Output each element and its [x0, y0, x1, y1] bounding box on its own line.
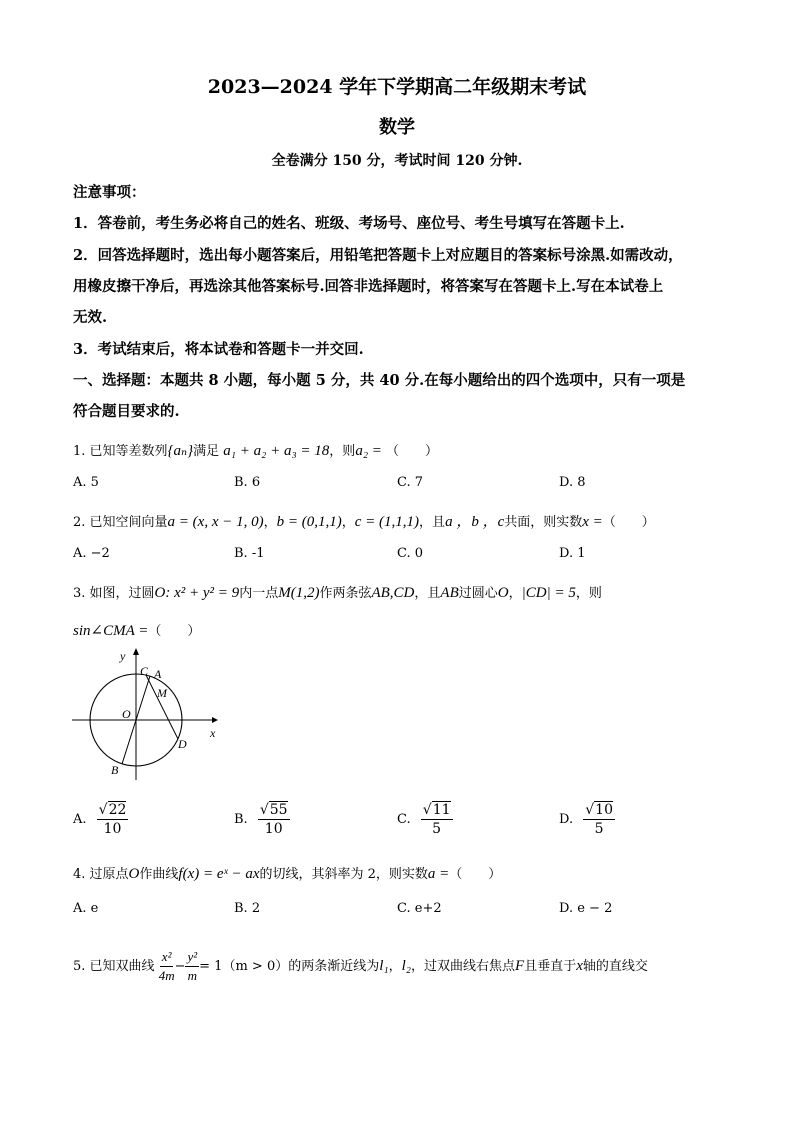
q3-mid4: 过圆心	[458, 586, 498, 601]
q5-den-1: 4m	[158, 968, 175, 983]
q5-x: x	[576, 958, 583, 974]
q3-option-a-den: 10	[103, 821, 122, 837]
q2-vector-c: c = (1,1,1)	[354, 514, 420, 530]
q3-option-c-num: 11	[432, 802, 451, 818]
q5-eq: = 1	[199, 959, 223, 974]
q3-ask: sin∠CMA =	[73, 623, 149, 639]
q2-vector-a: a = (x, x − 1, 0)	[167, 514, 264, 530]
section-heading-line-1: 一、选择题：本题共 8 小题，每小题 5 分，共 40 分.在每小题给出的四个选项中，只有一项是	[73, 372, 686, 389]
question-4	[73, 863, 501, 883]
q2-abc: a ，b ，c	[445, 514, 505, 530]
q3-option-d-den: 5	[594, 821, 604, 837]
q1-paren: （ ）	[386, 444, 439, 459]
q5-minus: −	[174, 959, 186, 974]
label-o: O	[122, 707, 131, 721]
x-axis-arrow	[212, 717, 218, 723]
q5-sep: ，	[388, 959, 402, 974]
q3-cd: |CD| = 5	[521, 585, 576, 601]
q5-mid2: ，过双曲线右焦点	[411, 959, 516, 974]
q3-option-c-den: 5	[432, 821, 442, 837]
label-y: y	[120, 649, 126, 663]
q3-option-a-num: 22	[108, 802, 127, 818]
q1-option-d: D. 8	[559, 475, 586, 490]
q4-end: 的切线，其斜率为 2，则实数	[259, 867, 428, 882]
label-b: B	[111, 763, 119, 777]
q2-mid: ，且	[419, 515, 446, 530]
notes-heading: 注意事项：	[73, 184, 146, 201]
q3-option-d: D. $\frac{√10}{5}$	[559, 802, 613, 837]
question-5	[73, 948, 648, 985]
q1-sequence: {aₙ}	[167, 443, 194, 459]
q3-option-c: C. $\frac{√11}{5}$	[397, 802, 451, 837]
note-2-line-1: 2．回答选择题时，选出每小题答案后，用铅笔把答题卡上对应题目的答案标号涂黑.如需改动，	[73, 247, 683, 264]
question-3-line-2	[73, 620, 200, 640]
q1-target: a₂ =	[355, 443, 382, 459]
note-1: 1．答卷前，考生务必将自己的姓名、班级、考场号、座位号、考生号填写在答题卡上.	[73, 215, 625, 232]
q3-option-c-label: C.	[397, 812, 411, 827]
chord-cd	[146, 675, 178, 739]
q5-den-2: m	[187, 968, 198, 983]
q4-paren: （ ）	[449, 867, 502, 882]
section-heading-line-2: 符合题目要求的.	[73, 403, 180, 420]
question-3	[73, 582, 733, 602]
q1-option-a: A. 5	[73, 475, 99, 490]
q4-option-c: C. e+2	[397, 901, 442, 916]
q3-point: M(1,2)	[278, 585, 320, 601]
q4-a: a =	[427, 866, 450, 882]
note-2-line-3: 无效.	[73, 309, 108, 326]
q3-o: O	[497, 585, 509, 601]
q5-tail: 轴的直线交	[582, 959, 648, 974]
q3-option-b-den: 10	[264, 821, 283, 837]
q4-mid: 作曲线	[139, 867, 179, 882]
q3-option-b: B. $\frac{√55}{10}$	[234, 802, 288, 837]
question-2: 2. 已知空间向量a = (x, x − 1, 0)，b = (0,1,1)，c = (1,1,1)，且a ，b ，c共面，则实数x =（ ）	[73, 514, 655, 530]
q1-condition: a₁ + a₂ + a₃ = 18	[223, 443, 330, 459]
q4-option-a: A. e	[73, 901, 99, 916]
q3-circle: O: x² + y² = 9	[154, 585, 240, 601]
q1-mid: 满足	[193, 444, 220, 459]
q3-option-d-num: 10	[595, 802, 613, 818]
exam-info: 全卷满分 150 分，考试时间 120 分钟.	[271, 153, 523, 169]
q1-ask: ，则	[329, 444, 356, 459]
q5-l2: l₂	[401, 958, 412, 974]
q2-vector-b: b = (0,1,1)	[276, 514, 342, 530]
q3-mid6: ，则	[575, 586, 602, 601]
q3-mid2: 作两条弦	[319, 586, 372, 601]
q4-prefix: 4. 过原点	[73, 867, 129, 882]
q3-ab: AB	[440, 585, 459, 601]
q3-mid5: ，	[508, 586, 522, 601]
q3-option-b-label: B.	[234, 812, 248, 827]
q5-cond: （m > 0）	[222, 959, 289, 974]
q4-o: O	[128, 866, 140, 882]
label-a: A	[154, 667, 162, 681]
q5-f: F	[515, 958, 525, 974]
note-3: 3．考试结束后，将本试卷和答题卡一并交回.	[73, 341, 364, 358]
q1-prefix: 1. 已知等差数列	[73, 444, 168, 459]
q3-option-a: A. $\frac{√22}{10}$	[73, 802, 127, 837]
label-m: M	[157, 686, 167, 700]
q2-option-b: B. -1	[234, 546, 265, 561]
q5-num-2: y²	[185, 948, 199, 967]
label-d: D	[178, 737, 187, 751]
q4-function: f(x) = eˣ − ax	[178, 866, 260, 882]
q2-option-a: A. −2	[73, 546, 110, 561]
subject-title: 数学	[379, 117, 415, 138]
q5-mid: 的两条渐近线为	[288, 959, 380, 974]
q5-num-1: x²	[160, 948, 174, 967]
question-1	[73, 440, 438, 460]
circle-figure	[72, 645, 222, 780]
q3-mid1: 内一点	[239, 586, 279, 601]
q2-option-c: C. 0	[397, 546, 424, 561]
q1-option-b: B. 6	[234, 475, 261, 490]
q1-option-c: C. 7	[397, 475, 424, 490]
q4-option-d: D. e − 2	[559, 901, 613, 916]
q4-option-b: B. 2	[234, 901, 261, 916]
q5-prefix: 5. 已知双曲线	[73, 959, 155, 974]
y-axis-arrow	[133, 648, 139, 655]
q3-option-a-label: A.	[73, 812, 87, 827]
label-c: C	[140, 664, 149, 678]
note-2-line-2: 用橡皮擦干净后，再选涂其他答案标号.回答非选择题时，将答案写在答题卡上.写在本试卷上	[73, 278, 664, 295]
q2-end: 共面，则实数	[504, 515, 583, 530]
q3-chords: AB,CD	[371, 585, 415, 601]
q5-end: 且垂直于	[524, 959, 577, 974]
q3-paren: （ ）	[148, 624, 201, 639]
q3-option-b-num: 55	[269, 802, 288, 818]
q3-option-d-label: D.	[559, 812, 574, 827]
q2-x: x =	[582, 514, 603, 530]
label-x: x	[210, 726, 216, 740]
q5-l1: l₁	[379, 958, 389, 974]
q2-paren: （ ）	[602, 515, 655, 530]
q3-mid3: ，且	[414, 586, 441, 601]
q3-prefix: 3. 如图，过圆	[73, 586, 155, 601]
exam-title: 2023—2024 学年下学期高二年级期末考试	[207, 76, 587, 98]
q2-option-d: D. 1	[559, 546, 586, 561]
q2-prefix: 2. 已知空间向量	[73, 515, 168, 530]
